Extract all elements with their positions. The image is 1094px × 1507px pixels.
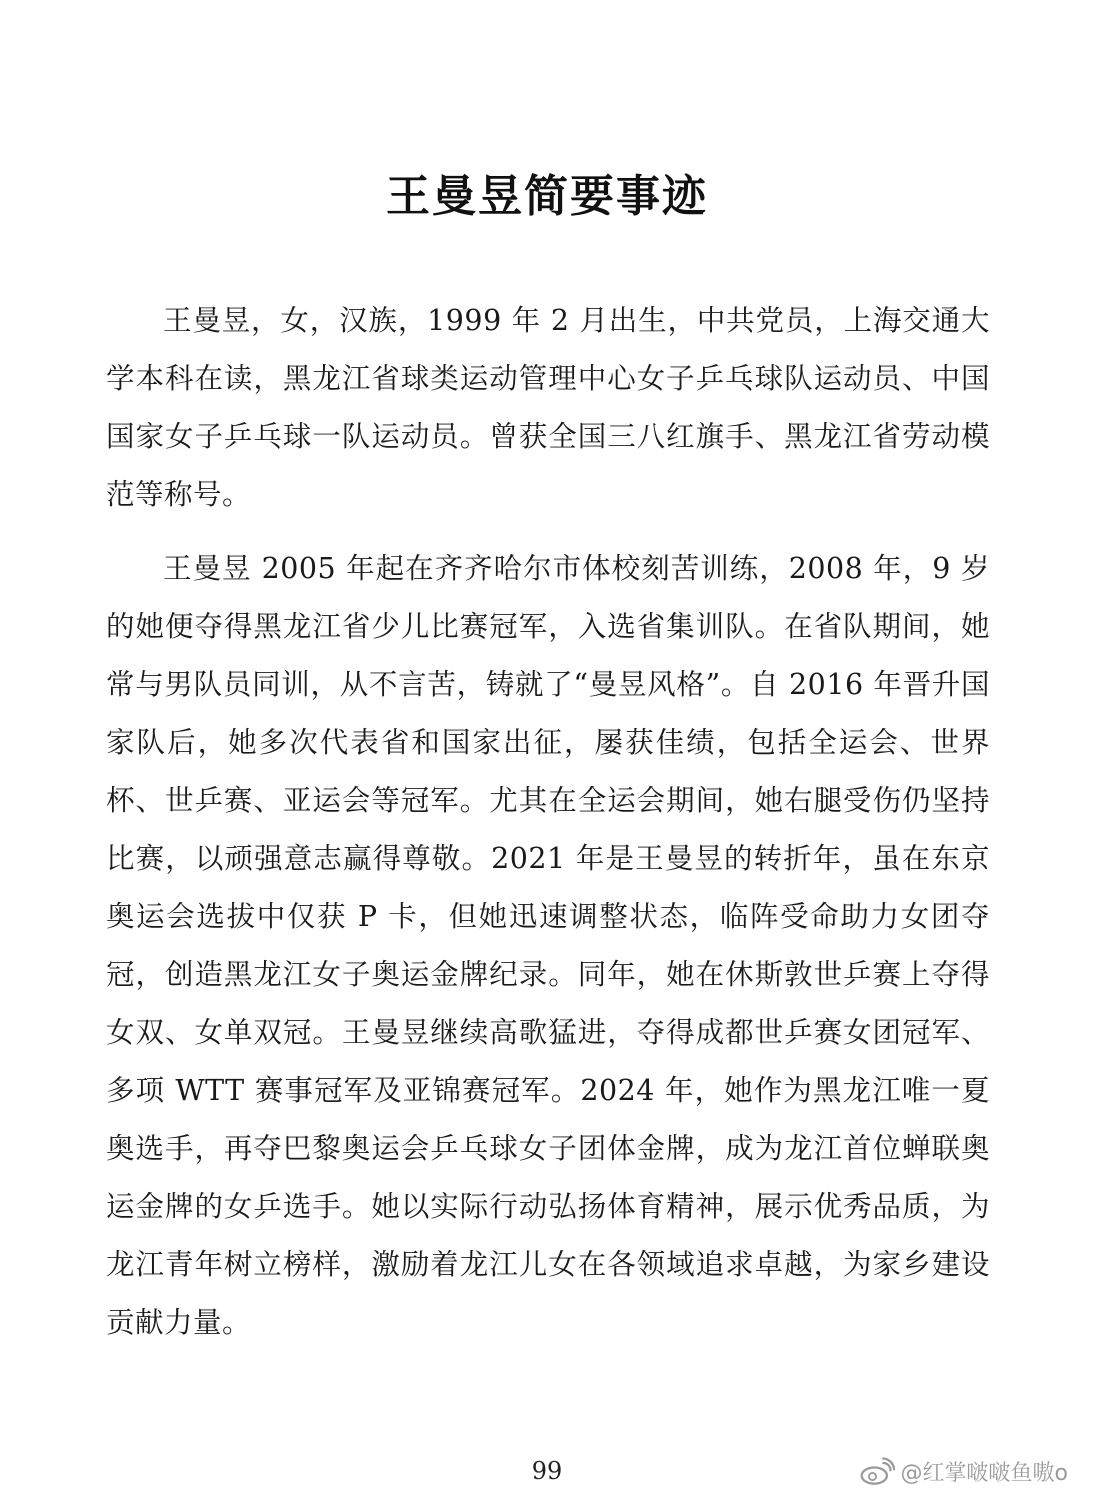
watermark xyxy=(859,1456,1068,1487)
page-number: 99 xyxy=(531,1457,563,1485)
page-title: 王曼昱简要事迹 xyxy=(386,171,708,222)
weibo-icon xyxy=(859,1457,895,1487)
watermark-text: @红掌啵啵鱼嗷o xyxy=(900,1461,1068,1486)
paragraph-intro: 王曼昱，女，汉族，1999 年 2 月出生，中共党员，上海交通大学本科在读，黑龙江省球类运动管理中心女子乒乓球队运动员、中国国家女子乒乓球一队运动员。曾获全国三八红旗手、黑龙江省劳动模范等称号。 xyxy=(106,304,990,511)
document-body xyxy=(106,292,990,1352)
paragraph-career: 王曼昱 2005 年起在齐齐哈尔市体校刻苦训练，2008 年，9 岁的她便夺得黑龙江省少儿比赛冠军，入选省集训队。在省队期间，她常与男队员同训，从不言苦，铸就了“曼昱风格”。自 2016 年晋升国家队后，她多次代表省和国家出征，屡获佳绩，包括全运会、世界杯、世乒赛、亚运会等冠军。尤其在全运会期间，她右腿受伤仍坚持比赛，以顽强意志赢得尊敬。2021 年是王曼昱的转折年，虽在东京奥运会选拔中仅获 P 卡，但她迅速调整状态，临阵受命助力女团夺冠，创造黑龙江女子奥运金牌纪录。同年，她在休斯敦世乒赛上夺得女双、女单双冠。王曼昱继续高歌猛进，夺得成都世乒赛女团冠军、多项 WTT 赛事冠军及亚锦赛冠军。2024 年，她作为黑龙江唯一夏奥选手，再夺巴黎奥运会乒乓球女子团体金牌，成为龙江首位蝉联奥运金牌的女乒选手。她以实际行动弘扬体育精神，展示优秀品质，为龙江青年树立榜样，激励着龙江儿女在各领域追求卓越，为家乡建设贡献力量。 xyxy=(106,552,990,1339)
